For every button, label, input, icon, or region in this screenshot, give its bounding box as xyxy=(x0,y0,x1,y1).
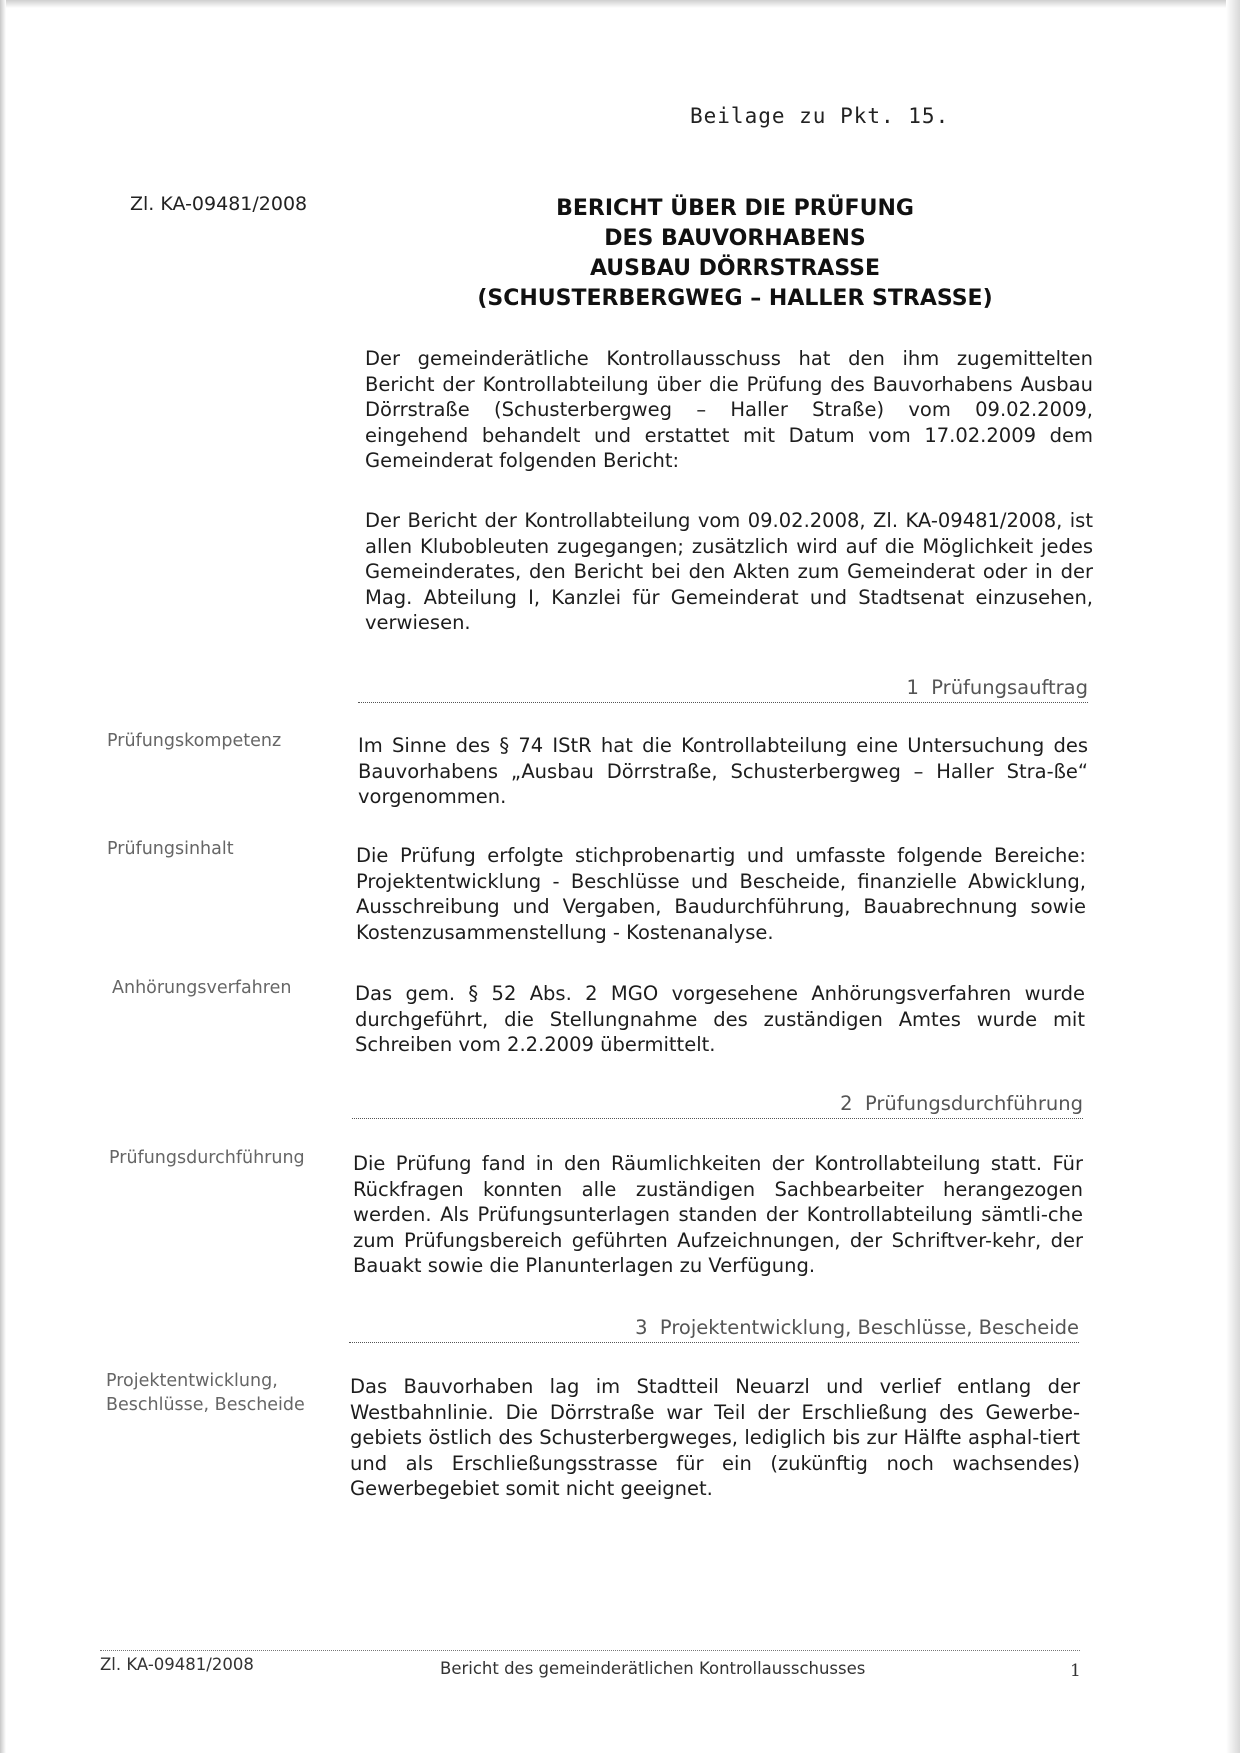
intro-paragraph: Der gemeinderätliche Kontrollausschuss hat den ihm zugemittelten Bericht der Kontrollabteilung über die Prüfung des Bauvorhabens Ausbau Dörrstraße (Schusterbergweg – Haller Straße) vom 09.02.2009, eingehend behandelt und erstattet mit Datum vom 17.02.2009 dem Gemeinderat folgenden Bericht: xyxy=(365,347,1093,472)
margin-label: Prüfungsinhalt xyxy=(107,839,234,859)
body-paragraph: Die Prüfung erfolgte stichprobenartig und umfasste folgende Bereiche: Projektentwicklung - Beschlüsse und Bescheide, finanzielle Abwicklung, Ausschreibung und Vergaben, Baudurchführung, Bauabrechnung sowie Kostenzusammenstellung - Kostenanalyse. xyxy=(356,844,1086,944)
section-number: 2 xyxy=(840,1092,853,1115)
report-title xyxy=(410,194,1060,314)
margin-label: Anhörungsverfahren xyxy=(112,978,292,998)
margin-label: Prüfungsdurchführung xyxy=(109,1148,305,1168)
body-paragraph: Das Bauvorhaben lag im Stadtteil Neuarzl und verlief entlang der Westbahnlinie. Die Dörrstraße war Teil der Erschließung des Gewerbe-gebiets östlich des Schusterbergweges, lediglich bis zur Hälfte asphal-tiert und als Erschließungsstrasse für ein (zukünftig noch wachsendes) Gewerbegebiet somit nicht geeignet. xyxy=(350,1375,1080,1500)
section-title: Prüfungsdurchführung xyxy=(864,1092,1083,1115)
title-line: BERICHT ÜBER DIE PRÜFUNG xyxy=(556,196,914,221)
scan-edge-right xyxy=(1226,0,1240,1753)
footer-reference: Zl. KA-09481/2008 xyxy=(100,1655,254,1674)
intro-paragraph: Der Bericht der Kontrollabteilung vom 09.02.2008, Zl. KA-09481/2008, ist allen Klubobleuten zugegangen; zusätzlich wird auf die Möglichkeit jedes Gemeinderates, den Bericht bei den Akten zum Gemeinderat oder in der Mag. Abteilung I, Kanzlei für Gemeinderat und Stadtsenat einzusehen, verwiesen. xyxy=(365,509,1093,634)
margin-label: Prüfungskompetenz xyxy=(107,731,282,751)
section-title: Prüfungsauftrag xyxy=(931,676,1088,699)
footer-title: Bericht des gemeinderätlichen Kontrollausschusses xyxy=(440,1659,866,1678)
body-paragraph: Das gem. § 52 Abs. 2 MGO vorgesehene Anhörungsverfahren wurde durchgeführt, die Stellungnahme des zuständigen Amtes wurde mit Schreiben vom 2.2.2009 übermittelt. xyxy=(355,982,1085,1056)
title-line: AUSBAU DÖRRSTRASSE xyxy=(589,256,881,281)
title-line: DES BAUVORHABENS xyxy=(604,226,866,251)
section-number: 3 xyxy=(635,1316,648,1339)
reference-number: Zl. KA-09481/2008 xyxy=(130,193,308,215)
scan-edge-left xyxy=(0,0,6,1753)
body-paragraph: Im Sinne des § 74 IStR hat die Kontrollabteilung eine Untersuchung des Bauvorhabens „Ausbau Dörrstraße, Schusterbergweg – Haller Stra-ße“ vorgenommen. xyxy=(358,734,1088,808)
section-heading xyxy=(358,676,1088,703)
attachment-note: Beilage zu Pkt. 15. xyxy=(690,104,950,128)
section-number: 1 xyxy=(906,676,919,699)
margin-label: Projektentwicklung, Beschlüsse, Bescheide xyxy=(106,1371,305,1415)
section-title: Projektentwicklung, Beschlüsse, Bescheide xyxy=(659,1316,1079,1339)
body-paragraph: Die Prüfung fand in den Räumlichkeiten der Kontrollabteilung statt. Für Rückfragen konnten alle zuständigen Sachbearbeiter herangezogen werden. Als Prüfungsunterlagen standen der Kontrollabteilung sämtli-che zum Prüfungsbereich geführten Aufzeichnungen, der Schriftver-kehr, der Bauakt sowie die Planunterlagen zu Verfügung. xyxy=(353,1152,1083,1277)
section-heading xyxy=(349,1316,1079,1343)
title-line: (SCHUSTERBERGWEG – HALLER STRASSE) xyxy=(477,286,993,311)
section-heading xyxy=(352,1092,1083,1119)
scan-edge-top xyxy=(0,0,1240,8)
footer-divider xyxy=(100,1650,1080,1651)
page-number: 1 xyxy=(1070,1661,1081,1681)
